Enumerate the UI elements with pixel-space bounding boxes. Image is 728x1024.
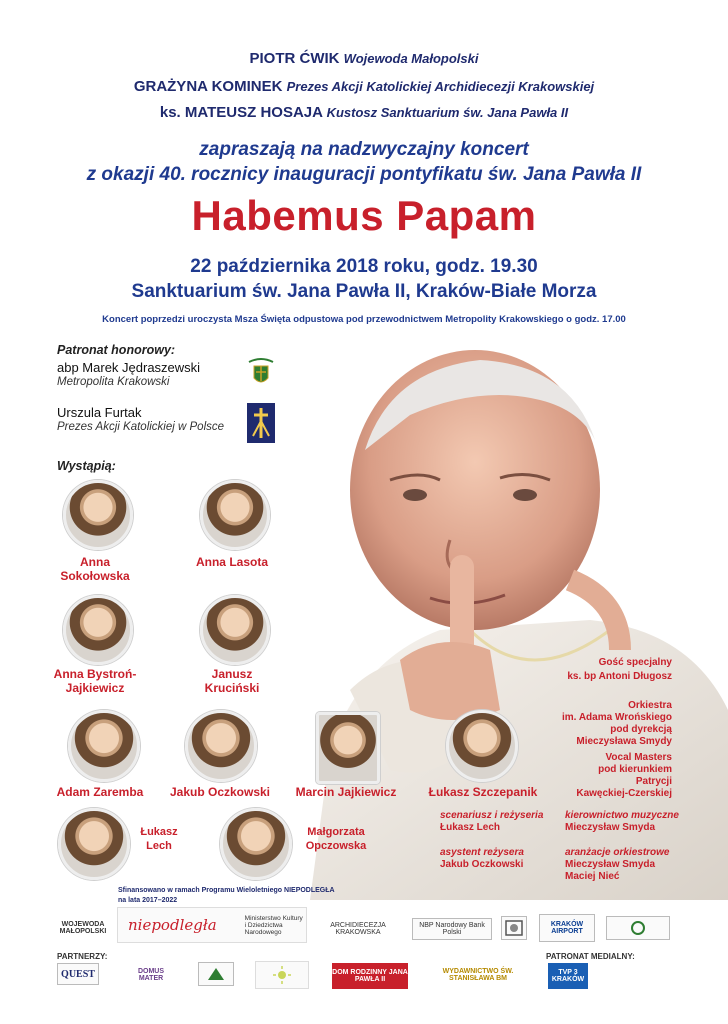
credit-3 (440, 847, 524, 871)
funding-line-2: na lata 2017–2022 (118, 897, 178, 904)
header-line-2 (0, 78, 728, 95)
nbp-logo: NBP Narodowy Bank Polski (412, 918, 492, 940)
performer-photo-3 (63, 595, 133, 665)
vocal-masters-line-4: Kawęckiej-Czerskiej (576, 788, 672, 799)
credit-3-role: asystent reżysera (440, 847, 524, 858)
performer-8-name: Łukasz Szczepanik (428, 785, 538, 799)
performer-4-name: Janusz Kruciński (204, 667, 260, 695)
partner-seal-icon (501, 916, 527, 940)
partner-sun-icon (255, 961, 309, 989)
header-name-3: ks. MATEUSZ HOSAJA (159, 104, 323, 121)
performer-photo-4 (200, 595, 270, 665)
dom-rodzinny-logo: DOM RODZINNY JANA PAWŁA II (332, 963, 408, 989)
credit-4-name-2: Maciej Nieć (565, 871, 620, 882)
credit-3-name: Jakub Oczkowski (440, 859, 524, 870)
niepodlegla-text: niepodległa (128, 916, 217, 934)
performer-7-name: Marcin Jajkiewicz (295, 785, 397, 799)
performer-photo-7 (316, 712, 380, 784)
header-role-2: Prezes Akcji Katolickiej Archidiecezji Krakowskiej (286, 79, 595, 94)
patron-2-name: Urszula Furtak (57, 405, 142, 420)
invite-line-1: zapraszają na nadzwyczajny koncert (199, 139, 529, 160)
quest-logo: QUEST (57, 963, 99, 985)
event-title: Habemus Papam (191, 192, 537, 239)
catholic-action-logo-icon (247, 403, 275, 443)
credit-1 (440, 810, 543, 834)
media-label: PATRONAT MEDIALNY: (546, 952, 635, 961)
performer-1-name: Anna Sokołowska (60, 555, 130, 583)
performer-photo-1 (63, 480, 133, 550)
credit-2-role: kierownictwo muzyczne (565, 810, 679, 821)
performer-2-name: Anna Lasota (195, 555, 268, 569)
credit-2 (565, 810, 679, 834)
orchestra-line-1: Orkiestra (628, 700, 672, 711)
coat-of-arms-icon (245, 356, 277, 390)
performer-photo-2 (200, 480, 270, 550)
vocal-masters-line-1: Vocal Masters (605, 752, 672, 763)
performer-photo-9 (58, 808, 130, 880)
header-name-1: PIOTR ĆWIK (249, 50, 340, 67)
header-line-3 (0, 104, 728, 121)
archdiocese-logo: ARCHIDIECEZJA KRAKOWSKA (330, 922, 386, 936)
orchestra-line-2: im. Adama Wrońskiego (561, 712, 672, 723)
wojewoda-logo: WOJEWODA MAŁOPOLSKI (59, 921, 107, 935)
performer-6-name: Jakub Oczkowski (169, 785, 271, 799)
patron-1-role: Metropolita Krakowski (57, 376, 170, 388)
credit-2-name: Mieczysław Smyda (565, 822, 656, 833)
ministry-text: Ministerstwo Kultury i Dziedzictwa Narodowego (244, 914, 303, 936)
invite-line-2: z okazji 40. rocznicy inauguracji pontyfikatu św. Jana Pawła II (86, 164, 642, 185)
performer-3-name: Anna Bystroń-Jajkiewicz (53, 667, 137, 695)
performer-photo-5 (68, 710, 140, 782)
event-date: 22 października 2018 roku, godz. 19.30 (190, 256, 538, 277)
performer-10-name: Małgorzata Opczowska (305, 826, 367, 852)
header-line-1 (0, 50, 728, 67)
patron-1-name: abp Marek Jędraszewski (57, 360, 201, 375)
partners-label: PARTNERZY: (57, 952, 108, 961)
credit-4-role: aranżacje orkiestrowe (565, 847, 670, 858)
credit-1-name: Łukasz Lech (440, 822, 501, 833)
credit-1-role: scenariusz i reżyseria (440, 810, 544, 821)
performer-photo-6 (185, 710, 257, 782)
niepodlegla-logo (117, 907, 307, 943)
orchestra-line-3: pod dyrekcją (610, 724, 672, 735)
performers-label: Wystąpią: (57, 459, 116, 473)
domus-mater-logo: DOMUS MATER (137, 968, 165, 982)
krakow-airport-logo: KRAKÓW AIRPORT (539, 914, 595, 942)
partner-green-logo (606, 916, 670, 940)
header-name-2: GRAŻYNA KOMINEK (133, 78, 283, 95)
credit-4-name: Mieczysław Smyda (565, 859, 656, 870)
header-role-1: Wojewoda Małopolski (343, 51, 479, 66)
event-place: Sanktuarium św. Jana Pawła II, Kraków-Białe Morza (131, 281, 597, 302)
performer-9-name: Łukasz Lech (140, 826, 178, 852)
partner-emblem-icon (198, 962, 234, 986)
credit-4 (565, 847, 670, 883)
tvp3-logo: TVP 3 KRAKÓW (548, 963, 588, 989)
patron-2-role: Prezes Akcji Katolickiej w Polsce (57, 421, 225, 433)
header-role-3: Kustosz Sanktuarium św. Jana Pawła II (326, 105, 569, 120)
performer-photo-10 (220, 808, 292, 880)
wydawnictwo-logo: WYDAWNICTWO ŚW. STANISŁAWA BM (442, 968, 514, 982)
event-note: Koncert poprzedzi uroczysta Msza Święta odpustowa pod przewodnictwem Metropolity Krakowskiego o godz. 17.00 (102, 314, 626, 325)
guest-label: Gość specjalny (598, 657, 672, 668)
vocal-masters-line-2: pod kierunkiem (598, 764, 672, 775)
patronage-label: Patronat honorowy: (57, 343, 176, 357)
guest-name: ks. bp Antoni Długosz (567, 671, 672, 682)
performer-5-name: Adam Zaremba (56, 785, 144, 799)
vocal-masters-line-3: Patrycji (635, 776, 672, 787)
orchestra-line-4: Mieczysława Smydy (576, 736, 672, 747)
funding-line-1: Sfinansowano w ramach Programu Wieloletniego NIEPODLEGŁA (118, 887, 335, 894)
